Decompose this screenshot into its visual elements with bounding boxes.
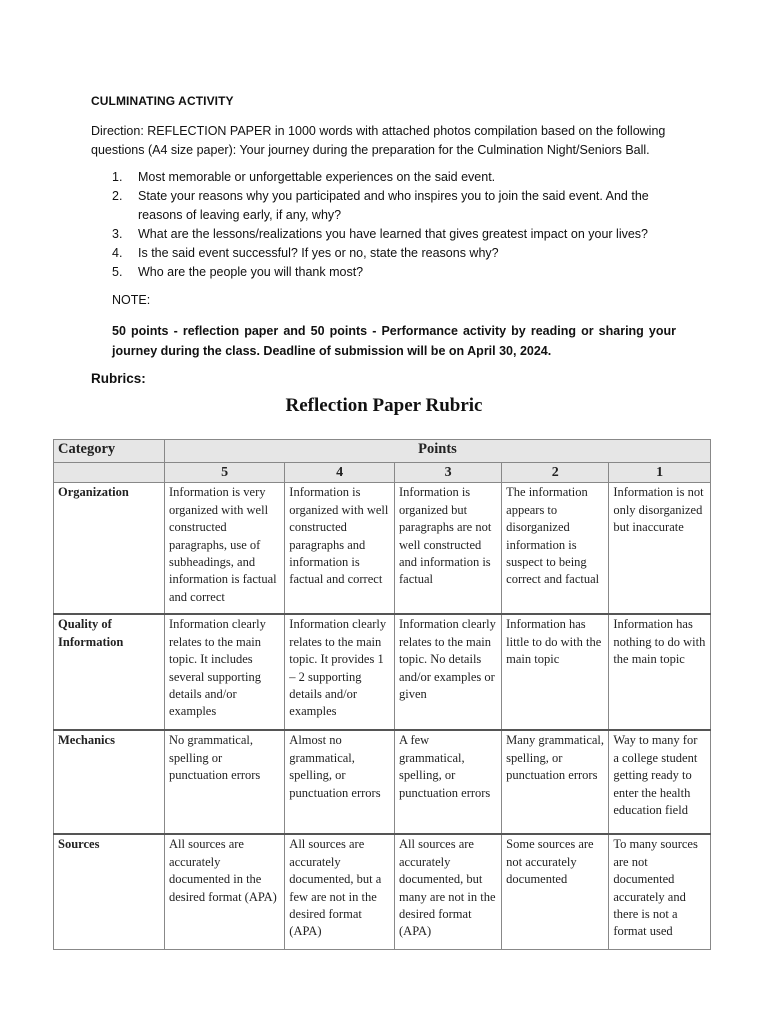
table-cell: Information is very organized with well constructed paragraphs, use of subheadings, and information is factual and correct xyxy=(165,483,285,615)
table-cell: Information is organized with well constructed paragraphs and information is factual and correct xyxy=(285,483,395,615)
table-cell: Information clearly relates to the main topic. No details and/or examples or given xyxy=(395,614,502,730)
question-text: State your reasons why you participated and who inspires you to join the said event. And the reasons of leaving early, if any, why? xyxy=(138,189,649,222)
rubric-title: Reflection Paper Rubric xyxy=(285,395,483,416)
question-text: What are the lessons/realizations you have learned that gives greatest impact on your lives? xyxy=(138,227,648,241)
note-text: 50 points - reflection paper and 50 points - Performance activity by reading or sharing your journey during the class. Deadline of submission will be on April 30, 2024. xyxy=(112,324,676,358)
points-header: Points xyxy=(165,440,711,463)
table-cell: To many sources are not documented accurately and there is not a format used xyxy=(609,834,711,950)
category-sources: Sources xyxy=(54,834,165,950)
note-label: NOTE: xyxy=(112,293,151,307)
table-cell: A few grammatical, spelling, or punctuation errors xyxy=(395,730,502,834)
list-number: 5. xyxy=(112,265,123,279)
document-title: CULMINATING ACTIVITY xyxy=(91,94,234,108)
table-cell: Some sources are not accurately documented xyxy=(502,834,609,950)
list-item xyxy=(112,244,672,263)
table-cell: The information appears to disorganized information is suspect to being correct and factual xyxy=(502,483,609,615)
table-cell: All sources are accurately documented, but a few are not in the desired format (APA) xyxy=(285,834,395,950)
point-levels-row xyxy=(54,463,711,483)
point-level-4: 4 xyxy=(285,463,395,483)
category-quality-of-information: Quality of Information xyxy=(54,614,165,730)
point-level-2: 2 xyxy=(502,463,609,483)
list-item xyxy=(112,168,672,187)
table-cell: All sources are accurately documented in the desired format (APA) xyxy=(165,834,285,950)
table-row xyxy=(54,483,711,615)
table-cell: Way to many for a college student getting ready to enter the health education field xyxy=(609,730,711,834)
list-number: 1. xyxy=(112,170,123,184)
table-cell: Information clearly relates to the main topic. It includes several supporting details and/or examples xyxy=(165,614,285,730)
list-item xyxy=(112,263,672,282)
question-text: Is the said event successful? If yes or no, state the reasons why? xyxy=(138,246,499,260)
point-level-5: 5 xyxy=(165,463,285,483)
table-cell: No grammatical, spelling or punctuation errors xyxy=(165,730,285,834)
rubric-header-row xyxy=(54,440,711,463)
table-row xyxy=(54,614,711,730)
table-row xyxy=(54,834,711,950)
empty-header-cell xyxy=(54,463,165,483)
table-cell: All sources are accurately documented, but many are not in the desired format (APA) xyxy=(395,834,502,950)
list-item xyxy=(112,187,672,225)
table-cell: Almost no grammatical, spelling, or punctuation errors xyxy=(285,730,395,834)
rubric-table xyxy=(53,439,711,950)
table-cell: Many grammatical, spelling, or punctuation errors xyxy=(502,730,609,834)
category-organization: Organization xyxy=(54,483,165,615)
table-row xyxy=(54,730,711,834)
point-level-3: 3 xyxy=(395,463,502,483)
question-text: Most memorable or unforgettable experiences on the said event. xyxy=(138,170,496,184)
table-cell: Information is organized but paragraphs are not well constructed and information is factual xyxy=(395,483,502,615)
list-number: 2. xyxy=(112,189,123,203)
question-text: Who are the people you will thank most? xyxy=(138,265,364,279)
list-item xyxy=(112,225,672,244)
table-cell: Information has nothing to do with the main topic xyxy=(609,614,711,730)
table-cell: Information clearly relates to the main topic. It provides 1 – 2 supporting details and/or examples xyxy=(285,614,395,730)
list-number: 4. xyxy=(112,246,123,260)
direction-paragraph: Direction: REFLECTION PAPER in 1000 words with attached photos compilation based on the following questions (A4 size paper): Your journey during the preparation for the Culmination Night/Seniors Ball. xyxy=(91,124,666,157)
list-number: 3. xyxy=(112,227,123,241)
category-header: Category xyxy=(54,440,165,463)
question-list xyxy=(112,168,672,282)
table-cell: Information is not only disorganized but inaccurate xyxy=(609,483,711,615)
point-level-1: 1 xyxy=(609,463,711,483)
rubrics-label: Rubrics: xyxy=(91,371,146,386)
category-mechanics: Mechanics xyxy=(54,730,165,834)
table-cell: Information has little to do with the main topic xyxy=(502,614,609,730)
